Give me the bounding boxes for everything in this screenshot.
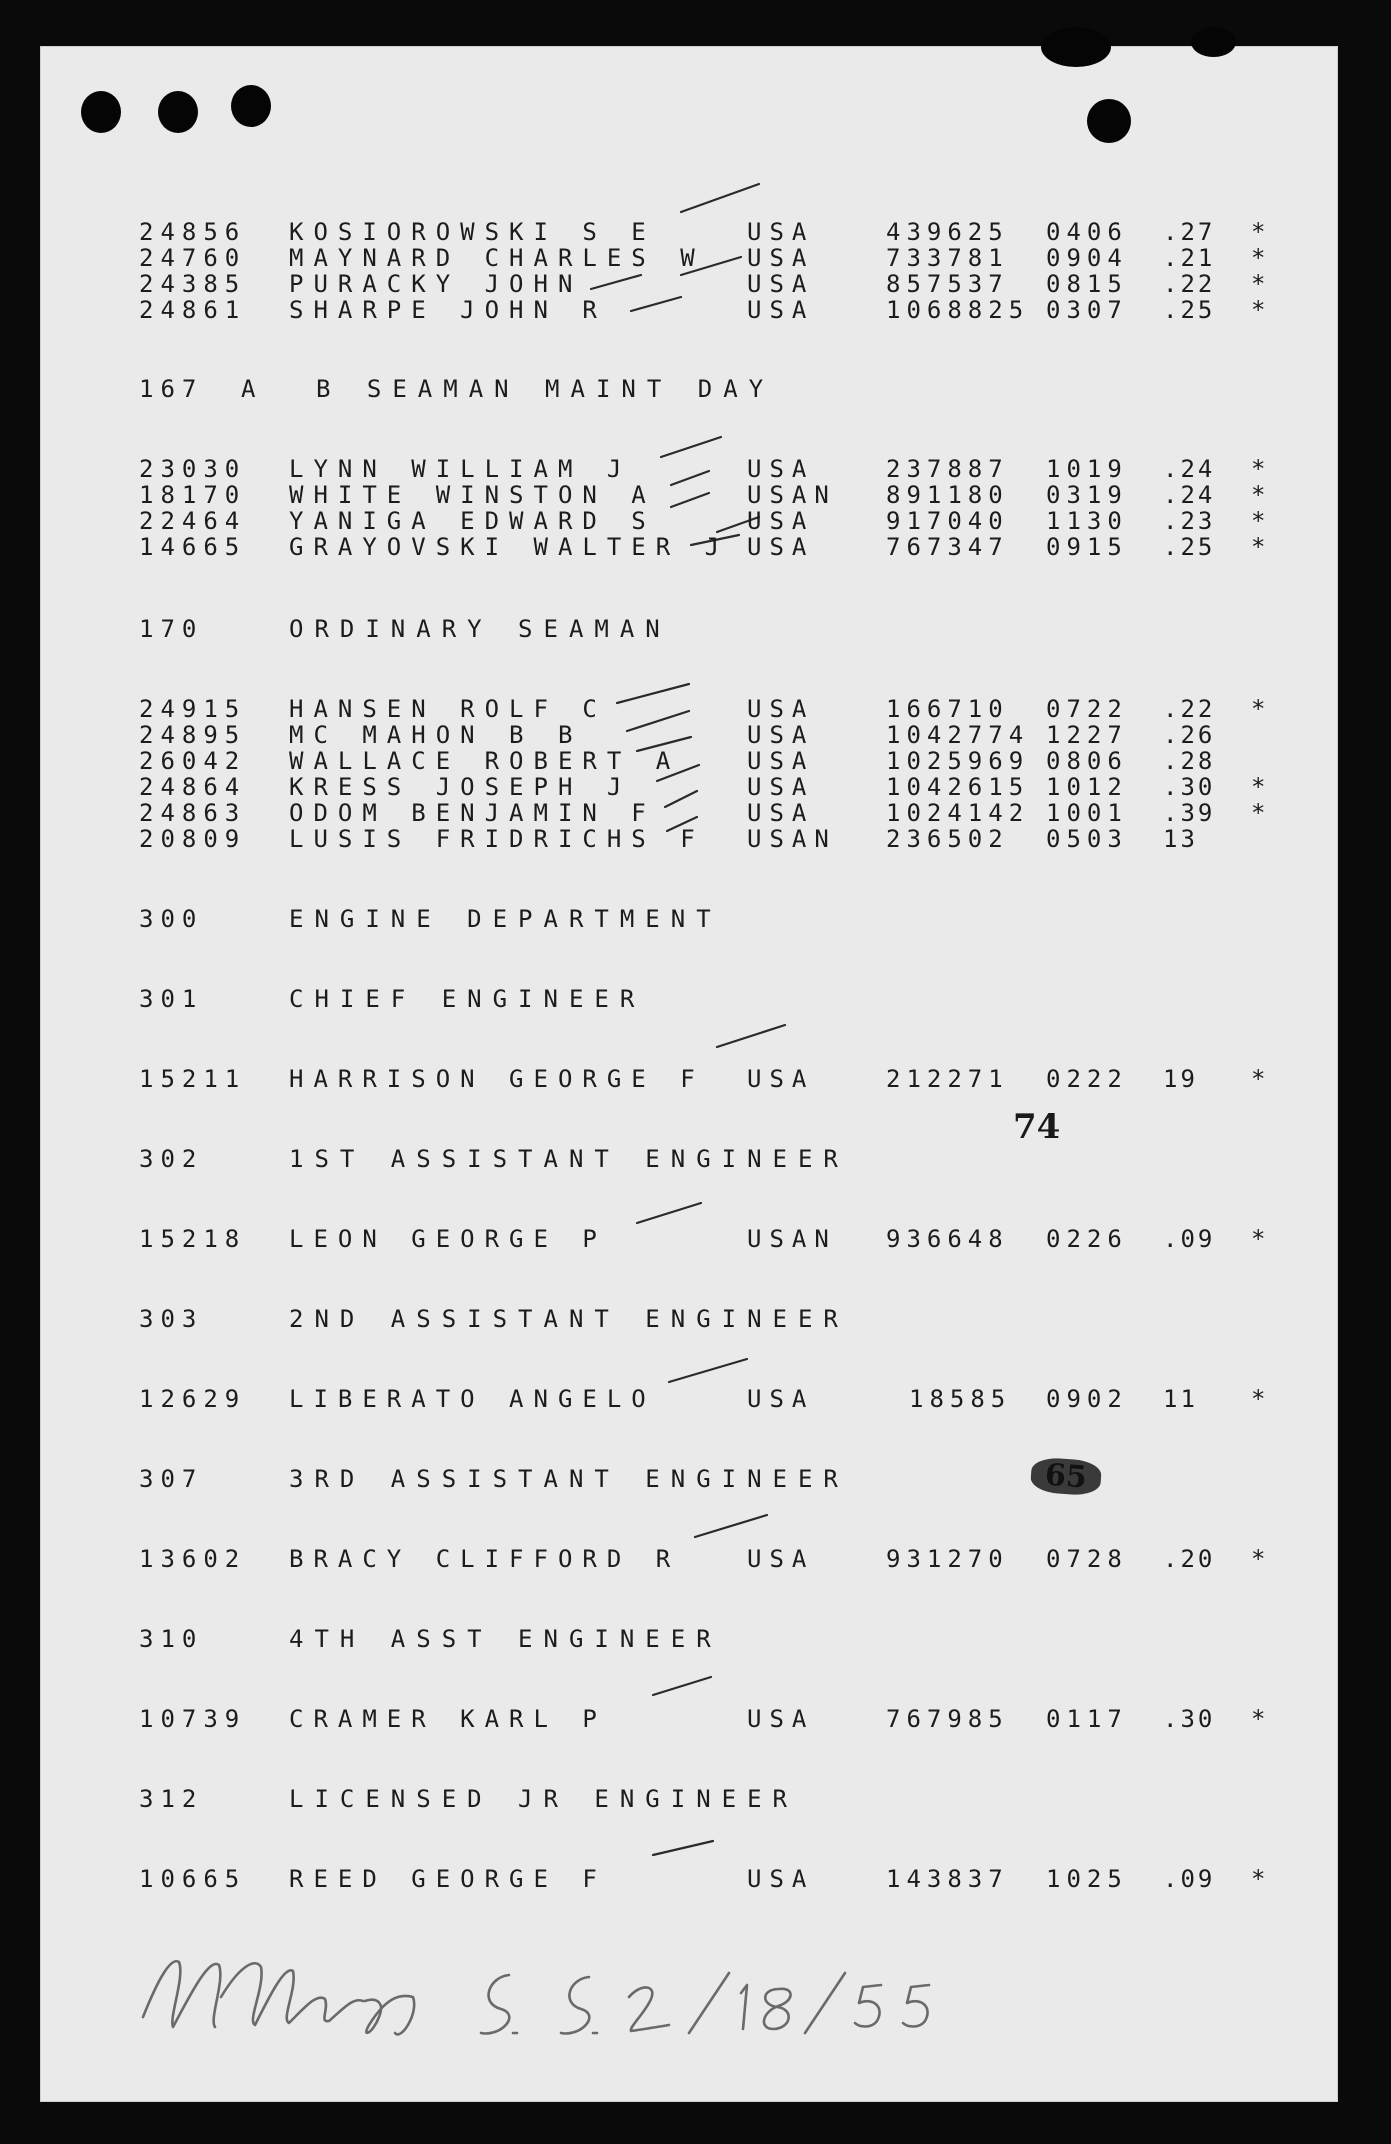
date-code: 0902 bbox=[1046, 1385, 1128, 1413]
rate: .25 bbox=[1163, 533, 1216, 561]
book-number: 12629 bbox=[139, 1385, 247, 1413]
page-number-stamp: 65 bbox=[1030, 1457, 1102, 1497]
book-number: 24864 bbox=[139, 773, 247, 801]
crew-name: LEON GEORGE P bbox=[289, 1225, 607, 1253]
crew-name: HARRISON GEORGE F bbox=[289, 1065, 705, 1093]
crew-name: REED GEORGE F bbox=[289, 1865, 607, 1893]
rate: .22 bbox=[1163, 695, 1216, 723]
asterisk-mark: * bbox=[1251, 1865, 1267, 1893]
book-number: 24915 bbox=[139, 695, 247, 723]
section-code: 310 bbox=[139, 1625, 204, 1653]
id-number: 1025969 bbox=[886, 747, 1030, 775]
id-number: 931270 bbox=[886, 1545, 1009, 1573]
section-code: 300 bbox=[139, 905, 204, 933]
rate: .24 bbox=[1163, 481, 1216, 509]
date-code: 0117 bbox=[1046, 1705, 1128, 1733]
date-code: 0915 bbox=[1046, 533, 1128, 561]
asterisk-mark: * bbox=[1251, 481, 1267, 509]
rate: .26 bbox=[1163, 721, 1216, 749]
date-code: 1019 bbox=[1046, 455, 1128, 483]
rate: 19 bbox=[1163, 1065, 1198, 1093]
section-code: 312 bbox=[139, 1785, 204, 1813]
citizenship: USA bbox=[747, 455, 815, 483]
id-number: 1042774 bbox=[886, 721, 1030, 749]
id-number: 1024142 bbox=[886, 799, 1030, 827]
id-number: 439625 bbox=[886, 218, 1009, 246]
citizenship: USA bbox=[747, 244, 815, 272]
book-number: 10739 bbox=[139, 1705, 247, 1733]
crew-name: GRAYOVSKI WALTER J bbox=[289, 533, 730, 561]
id-number: 857537 bbox=[886, 270, 1009, 298]
rate: .24 bbox=[1163, 455, 1216, 483]
rate: .22 bbox=[1163, 270, 1216, 298]
asterisk-mark: * bbox=[1251, 244, 1267, 272]
crew-name: HANSEN ROLF C bbox=[289, 695, 607, 723]
section-title: ORDINARY SEAMAN bbox=[289, 615, 671, 643]
book-number: 20809 bbox=[139, 825, 247, 853]
page-number-stamp: 74 bbox=[1013, 1107, 1061, 1147]
section-code: 302 bbox=[139, 1145, 204, 1173]
asterisk-mark: * bbox=[1251, 455, 1267, 483]
id-number: 767347 bbox=[886, 533, 1009, 561]
date-code: 0728 bbox=[1046, 1545, 1128, 1573]
asterisk-mark: * bbox=[1251, 218, 1267, 246]
book-number: 24863 bbox=[139, 799, 247, 827]
id-number: 237887 bbox=[886, 455, 1009, 483]
date-code: 1012 bbox=[1046, 773, 1128, 801]
book-number: 15218 bbox=[139, 1225, 247, 1253]
citizenship: USAN bbox=[747, 1225, 837, 1253]
asterisk-mark: * bbox=[1251, 1385, 1267, 1413]
citizenship: USA bbox=[747, 1065, 815, 1093]
crew-name: SHARPE JOHN R bbox=[289, 296, 607, 324]
citizenship: USA bbox=[747, 721, 815, 749]
asterisk-mark: * bbox=[1251, 773, 1267, 801]
citizenship: USA bbox=[747, 533, 815, 561]
date-code: 0307 bbox=[1046, 296, 1128, 324]
rate: .23 bbox=[1163, 507, 1216, 535]
id-number: 143837 bbox=[886, 1865, 1009, 1893]
citizenship: USAN bbox=[747, 481, 837, 509]
citizenship: USA bbox=[747, 1385, 815, 1413]
rate: .30 bbox=[1163, 773, 1216, 801]
asterisk-mark: * bbox=[1251, 507, 1267, 535]
citizenship: USA bbox=[747, 218, 815, 246]
section-title: 2ND ASSISTANT ENGINEER bbox=[289, 1305, 849, 1333]
rate: 13 bbox=[1163, 825, 1198, 853]
citizenship: USA bbox=[747, 773, 815, 801]
rate: 11 bbox=[1163, 1385, 1198, 1413]
id-number: 1042615 bbox=[886, 773, 1030, 801]
section-code: 167 bbox=[139, 375, 204, 403]
citizenship: USA bbox=[747, 296, 815, 324]
section-code: 307 bbox=[139, 1465, 204, 1493]
citizenship: USA bbox=[747, 1705, 815, 1733]
asterisk-mark: * bbox=[1251, 799, 1267, 827]
book-number: 14665 bbox=[139, 533, 247, 561]
date-code: 0222 bbox=[1046, 1065, 1128, 1093]
book-number: 10665 bbox=[139, 1865, 247, 1893]
id-number: 1068825 bbox=[886, 296, 1030, 324]
book-number: 24895 bbox=[139, 721, 247, 749]
rate: .28 bbox=[1163, 747, 1216, 775]
crew-name: LYNN WILLIAM J bbox=[289, 455, 632, 483]
id-number: 18585 bbox=[909, 1385, 1012, 1413]
section-grade: A bbox=[241, 375, 263, 403]
rate: .09 bbox=[1163, 1225, 1216, 1253]
section-title: 3RD ASSISTANT ENGINEER bbox=[289, 1465, 849, 1493]
id-number: 236502 bbox=[886, 825, 1009, 853]
section-title: ENGINE DEPARTMENT bbox=[289, 905, 722, 933]
crew-name: KOSIOROWSKI S E bbox=[289, 218, 656, 246]
asterisk-mark: * bbox=[1251, 1065, 1267, 1093]
crew-name: MAYNARD CHARLES W bbox=[289, 244, 705, 272]
section-code: 303 bbox=[139, 1305, 204, 1333]
date-code: 1227 bbox=[1046, 721, 1128, 749]
rate: .30 bbox=[1163, 1705, 1216, 1733]
crew-name: MC MAHON B B bbox=[289, 721, 583, 749]
date-code: 0815 bbox=[1046, 270, 1128, 298]
id-number: 917040 bbox=[886, 507, 1009, 535]
book-number: 18170 bbox=[139, 481, 247, 509]
book-number: 13602 bbox=[139, 1545, 247, 1573]
crew-name: BRACY CLIFFORD R bbox=[289, 1545, 681, 1573]
asterisk-mark: * bbox=[1251, 1545, 1267, 1573]
id-number: 767985 bbox=[886, 1705, 1009, 1733]
date-code: 1001 bbox=[1046, 799, 1128, 827]
crew-name: YANIGA EDWARD S bbox=[289, 507, 656, 535]
id-number: 733781 bbox=[886, 244, 1009, 272]
id-number: 212271 bbox=[886, 1065, 1009, 1093]
book-number: 15211 bbox=[139, 1065, 247, 1093]
citizenship: USA bbox=[747, 270, 815, 298]
date-code: 0806 bbox=[1046, 747, 1128, 775]
crew-name: CRAMER KARL P bbox=[289, 1705, 607, 1733]
rate: .21 bbox=[1163, 244, 1216, 272]
date-code: 1025 bbox=[1046, 1865, 1128, 1893]
section-title: CHIEF ENGINEER bbox=[289, 985, 646, 1013]
citizenship: USA bbox=[747, 799, 815, 827]
asterisk-mark: * bbox=[1251, 1705, 1267, 1733]
document-page bbox=[40, 46, 1338, 2102]
id-number: 891180 bbox=[886, 481, 1009, 509]
id-number: 936648 bbox=[886, 1225, 1009, 1253]
section-title: B SEAMAN MAINT DAY bbox=[316, 375, 775, 403]
citizenship: USA bbox=[747, 507, 815, 535]
book-number: 24760 bbox=[139, 244, 247, 272]
crew-name: WHITE WINSTON A bbox=[289, 481, 656, 509]
citizenship: USA bbox=[747, 695, 815, 723]
handwritten-signature bbox=[129, 1937, 1089, 2047]
crew-name: PURACKY JOHN bbox=[289, 270, 583, 298]
asterisk-mark: * bbox=[1251, 296, 1267, 324]
section-title: 1ST ASSISTANT ENGINEER bbox=[289, 1145, 849, 1173]
asterisk-mark: * bbox=[1251, 695, 1267, 723]
section-title: LICENSED JR ENGINEER bbox=[289, 1785, 798, 1813]
book-number: 26042 bbox=[139, 747, 247, 775]
crew-name: WALLACE ROBERT A bbox=[289, 747, 681, 775]
crew-name: KRESS JOSEPH J bbox=[289, 773, 632, 801]
asterisk-mark: * bbox=[1251, 270, 1267, 298]
rate: .39 bbox=[1163, 799, 1216, 827]
citizenship: USA bbox=[747, 1865, 815, 1893]
citizenship: USAN bbox=[747, 825, 837, 853]
rate: .20 bbox=[1163, 1545, 1216, 1573]
section-code: 170 bbox=[139, 615, 204, 643]
citizenship: USA bbox=[747, 747, 815, 775]
section-title: 4TH ASST ENGINEER bbox=[289, 1625, 722, 1653]
crew-name: LUSIS FRIDRICHS F bbox=[289, 825, 705, 853]
citizenship: USA bbox=[747, 1545, 815, 1573]
date-code: 0406 bbox=[1046, 218, 1128, 246]
book-number: 23030 bbox=[139, 455, 247, 483]
asterisk-mark: * bbox=[1251, 533, 1267, 561]
asterisk-mark: * bbox=[1251, 1225, 1267, 1253]
rate: .25 bbox=[1163, 296, 1216, 324]
id-number: 166710 bbox=[886, 695, 1009, 723]
date-code: 0226 bbox=[1046, 1225, 1128, 1253]
date-code: 0319 bbox=[1046, 481, 1128, 509]
date-code: 0503 bbox=[1046, 825, 1128, 853]
date-code: 0904 bbox=[1046, 244, 1128, 272]
rate: .09 bbox=[1163, 1865, 1216, 1893]
book-number: 22464 bbox=[139, 507, 247, 535]
book-number: 24385 bbox=[139, 270, 247, 298]
crew-name: ODOM BENJAMIN F bbox=[289, 799, 656, 827]
crew-name: LIBERATO ANGELO bbox=[289, 1385, 656, 1413]
section-code: 301 bbox=[139, 985, 204, 1013]
book-number: 24861 bbox=[139, 296, 247, 324]
rate: .27 bbox=[1163, 218, 1216, 246]
date-code: 1130 bbox=[1046, 507, 1128, 535]
book-number: 24856 bbox=[139, 218, 247, 246]
date-code: 0722 bbox=[1046, 695, 1128, 723]
